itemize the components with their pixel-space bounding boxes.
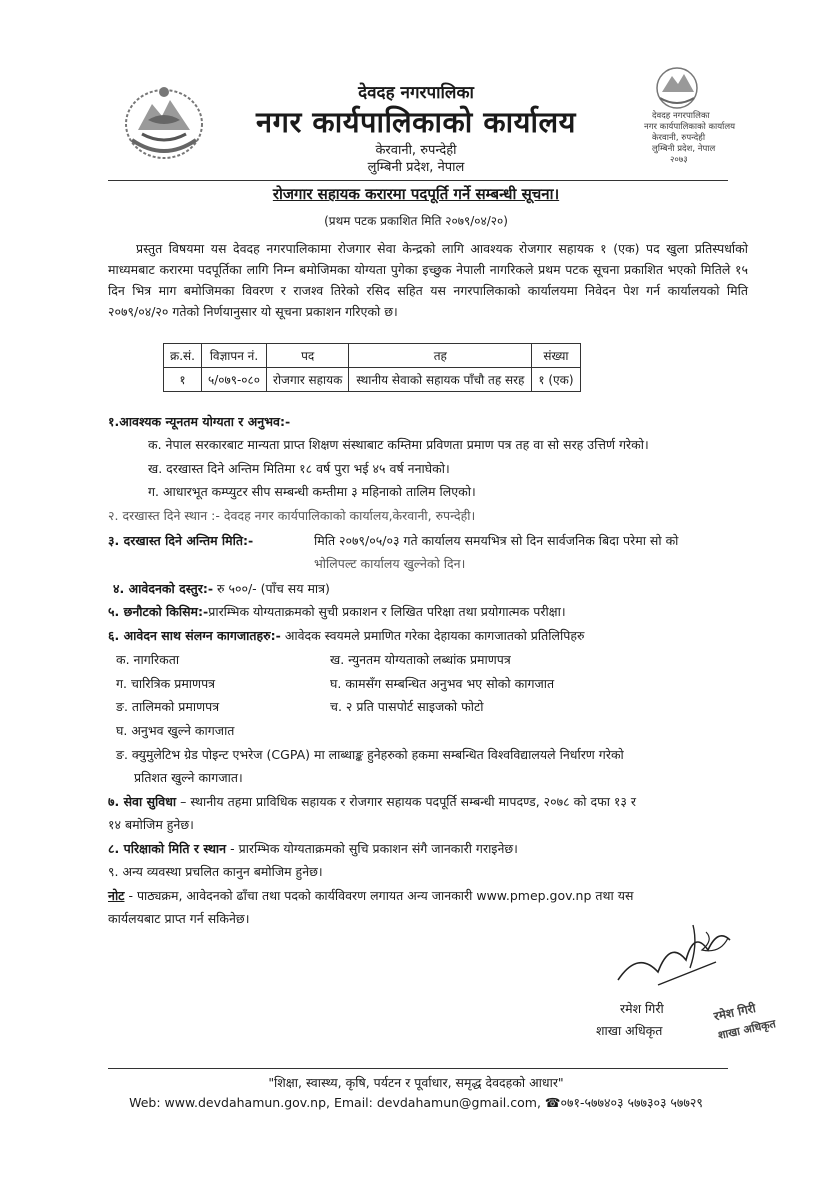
section-1-item: ख. दरखास्त दिने अन्तिम मितिमा १८ वर्ष पुरा भई ४५ वर्ष ननाघेको। xyxy=(148,461,450,476)
document-item: क. नागरिकता xyxy=(116,652,180,667)
table-header-cell: तह xyxy=(349,344,532,368)
table-cell: ५/०७९-०८० xyxy=(201,368,266,392)
municipality-name: देवदह नगरपालिका xyxy=(358,83,474,103)
note-text: - पाठ्यक्रम, आवेदनको ढाँचा तथा पदको कार्यविवरण लगायत अन्य जानकारी www.pmep.gov.np तथा यस xyxy=(128,888,634,903)
footer-motto: "शिक्षा, स्वास्थ्य, कृषि, पर्यटन र पूर्वाधार, समृद्ध देवदहको आधार" xyxy=(268,1075,564,1090)
table-cell: रोजगार सहायक xyxy=(267,368,349,392)
office-seal xyxy=(622,58,736,166)
document-item-cgpa-2: प्रतिशत खुल्ने कागजात। xyxy=(134,770,243,785)
document-item: ङ. तालिमको प्रमाणपत्र xyxy=(116,699,220,714)
section-1-title: १.आवश्यक न्यूनतम योग्यता र अनुभव:- xyxy=(108,414,291,429)
section-7-text-2: १४ बमोजिम हुनेछ। xyxy=(108,817,194,832)
table-header-cell: विज्ञापन नं. xyxy=(201,344,266,368)
section-5-label: ५. छनौटको किसिम:- xyxy=(108,604,209,619)
seal-text: नगर कार्यपालिकाको कार्यालय xyxy=(644,122,736,132)
notice-title: रोजगार सहायक करारमा पदपूर्ति गर्ने सम्बन्धी सूचना। xyxy=(272,185,560,203)
seal-text: लुम्बिनी प्रदेश, नेपाल xyxy=(652,144,716,154)
section-4-label: ४. आवेदनको दस्तुर:- xyxy=(113,581,214,596)
office-address: केरवानी, रुपन्देही xyxy=(375,143,457,158)
table-cell: १ xyxy=(164,368,202,392)
table-header-cell: संख्या xyxy=(532,344,580,368)
stamp-name: रमेश गिरी xyxy=(712,1001,757,1024)
seal-text: देवदह नगरपालिका xyxy=(652,111,710,121)
document-item: ग. चारित्रिक प्रमाणपत्र xyxy=(116,676,216,691)
note-label: नोट xyxy=(108,888,125,903)
note-text-2: कार्यलयबाट प्राप्त गर्न सकिनेछ। xyxy=(108,911,250,926)
office-name: नगर कार्यपालिकाको कार्यालय xyxy=(256,105,576,139)
vacancy-table xyxy=(163,343,581,392)
section-4-text: रु ५००/- (पाँच सय मात्र) xyxy=(217,581,330,596)
document-item-cgpa: ङ. क्युमुलेटिभ ग्रेड पोइन्ट एभरेज (CGPA) मा लाब्धाङ्क हुनेहरुको हकमा सम्बन्धित विश्वविद्यालयले निर्धारण गरेको xyxy=(116,747,624,762)
section-6-label: ६. आवेदन साथ संलग्न कागजातहरु:- xyxy=(108,628,281,643)
section-6-text: आवेदक स्वयमले प्रमाणित गरेका देहायका कागजातको प्रतिलिपिहरु xyxy=(284,628,585,643)
table-header-row xyxy=(164,344,581,368)
table-header-cell: क्र.सं. xyxy=(164,344,202,368)
section-3-text: मिति २०७९/०५/०३ गते कार्यालय समयभित्र सो दिन सार्वजनिक बिदा परेमा सो को xyxy=(314,533,679,548)
section-1-item: क. नेपाल सरकारबाट मान्यता प्राप्त शिक्षण संस्थाबाट कम्तिमा प्रविणता प्रमाण पत्र तह वा सो सरह उत्तिर्ण गरेको। xyxy=(148,437,649,452)
footer-divider xyxy=(108,1068,728,1069)
notice-subtitle: (प्रथम पटक प्रकाशित मिति २०७९/०४/२०) xyxy=(324,214,508,228)
section-3-text-2: भोलिपल्ट कार्यालय खुल्नेको दिन। xyxy=(314,556,466,571)
header-divider xyxy=(108,180,728,181)
document-item: घ. अनुभव खुल्ने कागजात xyxy=(116,723,235,738)
section-8-label: ८. परिक्षाको मिति र स्थान xyxy=(108,841,227,856)
office-province: लुम्बिनी प्रदेश, नेपाल xyxy=(367,160,465,175)
section-1-item: ग. आधारभूत कम्प्युटर सीप सम्बन्धी कम्तीमा ३ महिनाको तालिम लिएको। xyxy=(148,484,476,499)
section-8-text: - प्रारम्भिक योग्यताक्रमको सुचि प्रकाशन संगै जानकारी गराइनेछ। xyxy=(230,841,518,856)
stamp-role: शाखा अधिकृत xyxy=(716,1017,777,1043)
handwritten-signature xyxy=(598,910,738,1000)
section-7-label: ७. सेवा सुविधा xyxy=(108,794,177,809)
section-3-label: ३. दरखास्त दिने अन्तिम मिति:- xyxy=(108,533,254,548)
seal-text: २०७३ xyxy=(670,155,688,165)
footer-contact: Web: www.devdahamun.gov.np, Email: devdahamun@gmail.com, ☎०७१-५७७४०३ ५७७३०३ ५७७२९ xyxy=(129,1095,703,1110)
seal-text: केरवानी, रुपन्देही xyxy=(652,133,706,143)
document-item: च. २ प्रति पासपोर्ट साइजको फोटो xyxy=(330,699,484,714)
table-row xyxy=(164,368,581,392)
signatory-name: रमेश गिरी xyxy=(620,1001,664,1016)
table-cell: स्थानीय सेवाको सहायक पाँचौ तह सरह xyxy=(349,368,532,392)
notice-intro: प्रस्तुत विषयमा यस देवदह नगरपालिकामा रोजगार सेवा केन्द्रको लागि आवश्यक रोजगार सहायक १ (एक) पद खुला प्रतिस्पर्धाको माध्यमबाट करारमा पदपूर्तिका लागि निम्न बमोजिमका योग्यता पुगेका इच्छुक नेपाली नागरिकले प्रथम पटक सूचना प्रकाशित भएको मितिले १५ दिन भित्र माग बमोजिमका विवरण र राजश्व तिरेको रसिद सहित यस नगरपालिकाको कार्यालयमा निवेदन पेश गर्न कार्यालयको मिति २०७९/०४/२० गतेको निर्णयानुसार यो सूचना प्रकाशन गरिएको छ। xyxy=(108,241,748,319)
section-9: ९. अन्य व्यवस्था प्रचलित कानुन बमोजिम हुनेछ। xyxy=(108,864,323,879)
signatory-role: शाखा अधिकृत xyxy=(596,1023,663,1038)
section-2: २. दरखास्त दिने स्थान :- देवदह नगर कार्यपालिकाको कार्यालय,केरवानी, रुपन्देही। xyxy=(108,508,476,523)
section-5-text: प्रारम्भिक योग्यताक्रमको सुची प्रकाशन र लिखित परिक्षा तथा प्रयोगात्मक परीक्षा। xyxy=(208,604,566,619)
table-cell: १ (एक) xyxy=(532,368,580,392)
document-item: ख. न्युनतम योग्यताको लब्धांक प्रमाणपत्र xyxy=(330,652,511,667)
section-7-text: – स्थानीय तहमा प्राविधिक सहायक र रोजगार सहायक पदपूर्ति सम्बन्धी मापदण्ड, २०७८ को दफा १३ र xyxy=(180,794,637,809)
table-header-cell: पद xyxy=(267,344,349,368)
document-item: घ. कामसँग सम्बन्धित अनुभव भए सोको कागजात xyxy=(330,676,555,691)
